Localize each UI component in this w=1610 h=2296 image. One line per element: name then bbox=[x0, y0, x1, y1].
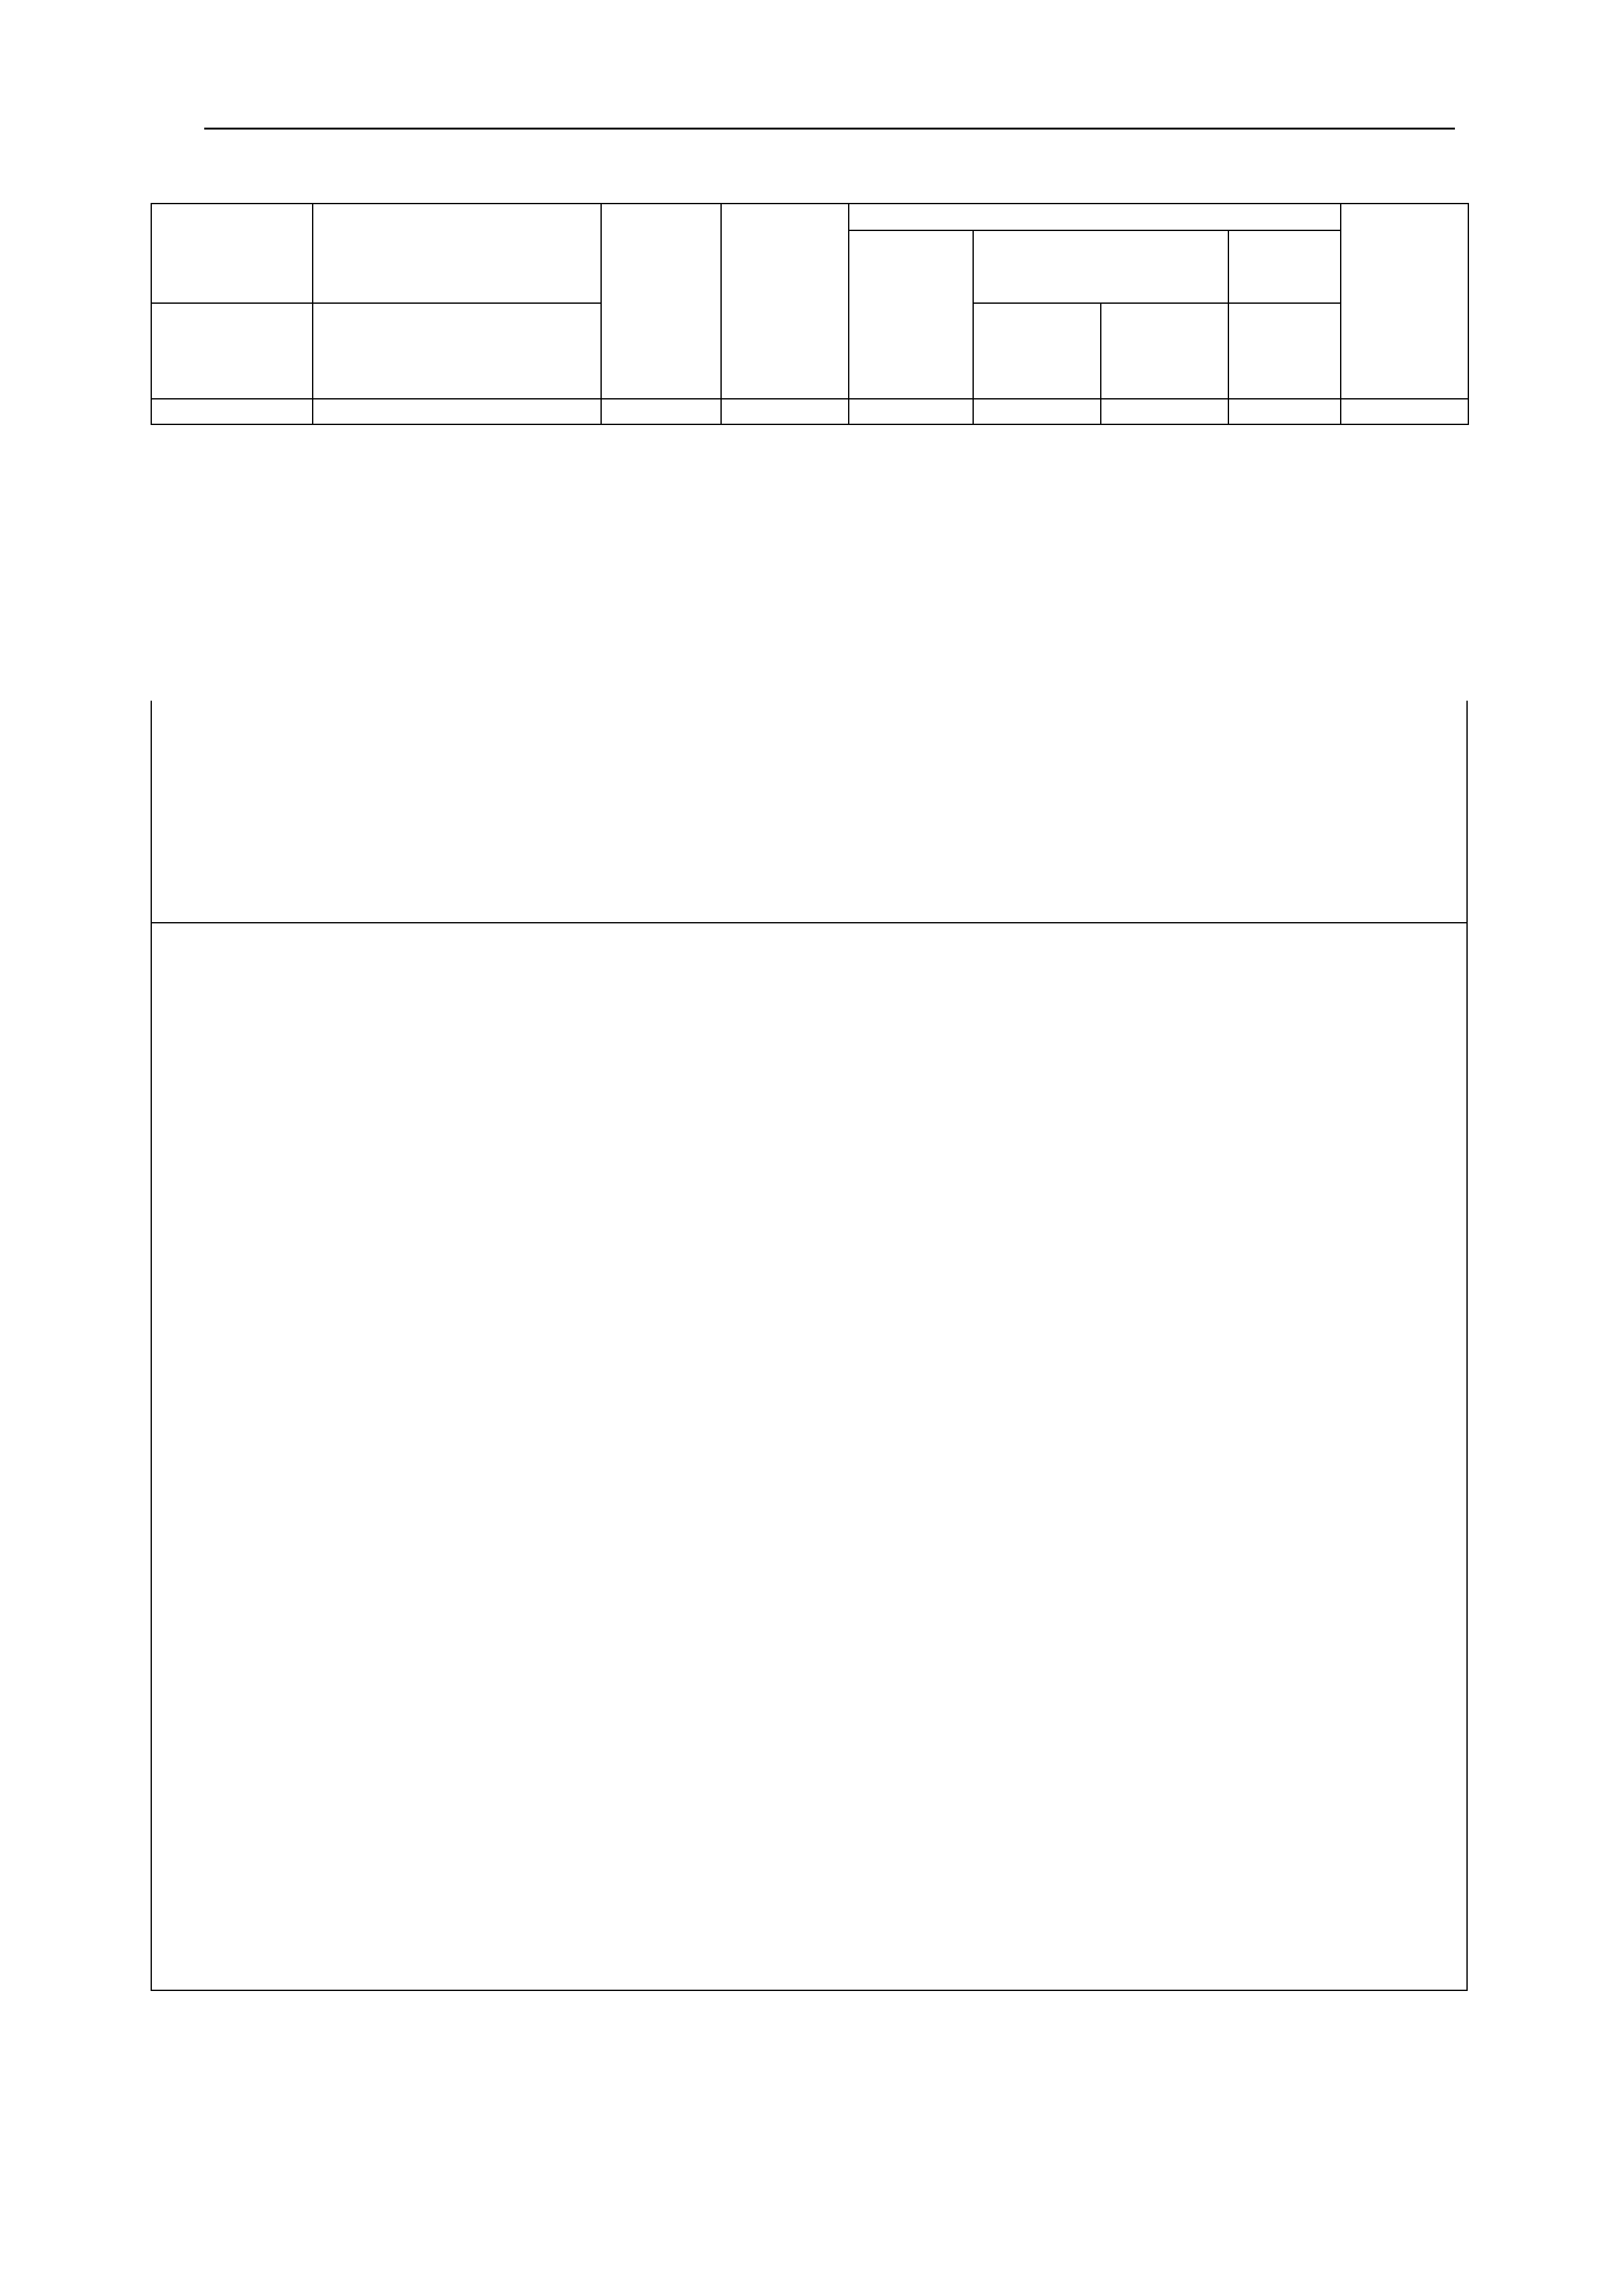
head-machine-operation bbox=[973, 230, 1228, 303]
head-machinist-wages bbox=[1101, 303, 1228, 399]
col-num bbox=[973, 399, 1101, 424]
head-material-names bbox=[313, 303, 601, 399]
head-material-codes bbox=[151, 303, 313, 399]
head-material-consumption bbox=[1228, 303, 1341, 399]
head-direct-costs bbox=[721, 204, 849, 399]
head-materials bbox=[1228, 230, 1341, 303]
head-labor-costs bbox=[1341, 204, 1468, 399]
head-including bbox=[849, 204, 1341, 230]
col-num bbox=[151, 399, 313, 424]
col-num bbox=[1101, 399, 1228, 424]
column-number-row bbox=[151, 399, 1468, 424]
head-unit bbox=[601, 204, 721, 399]
col-num bbox=[313, 399, 601, 424]
head-wages bbox=[849, 230, 973, 399]
col-num bbox=[721, 399, 849, 424]
head-rate-numbers bbox=[151, 204, 313, 303]
divider bbox=[151, 922, 1468, 923]
col-num bbox=[849, 399, 973, 424]
head-work-name bbox=[313, 204, 601, 303]
column-header-table bbox=[151, 203, 1469, 425]
head-machines-total bbox=[973, 303, 1101, 399]
col-num bbox=[1341, 399, 1468, 424]
col-num bbox=[601, 399, 721, 424]
running-header bbox=[204, 102, 1455, 130]
page-frame bbox=[151, 701, 1468, 1991]
col-num bbox=[1228, 399, 1341, 424]
